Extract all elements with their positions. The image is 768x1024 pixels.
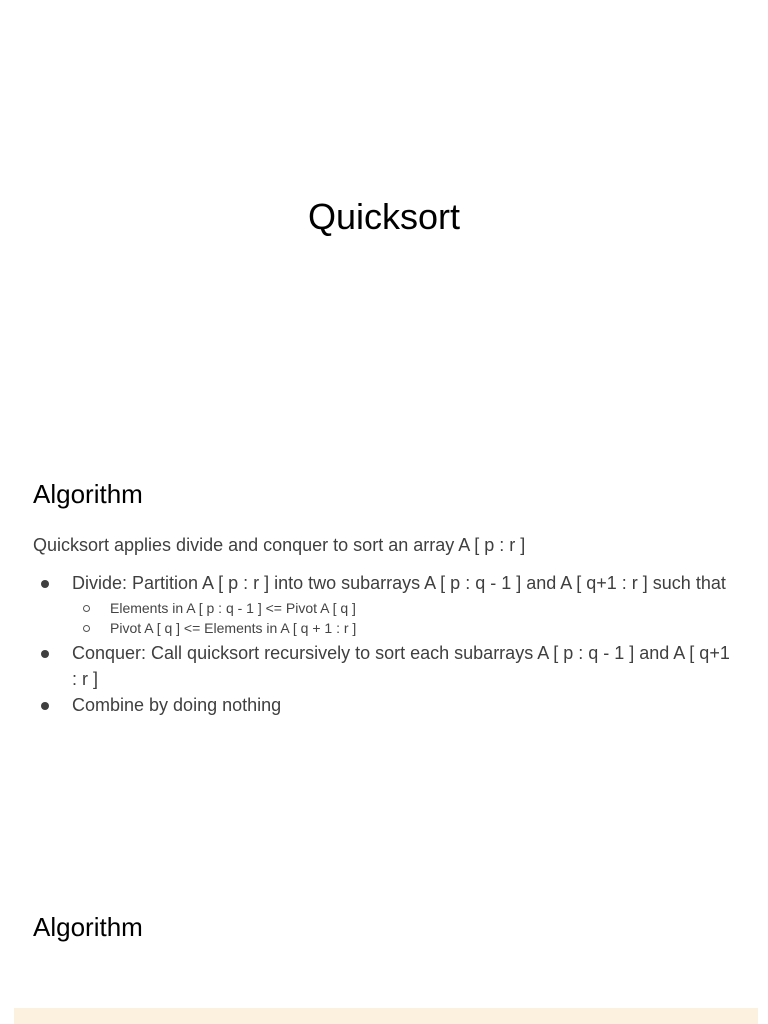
list-item-text: Combine by doing nothing (72, 695, 282, 715)
list-item-text: Divide: Partition A [ p : r ] into two subarrays A [ p : q - 1 ] and A [ q+1 : r ] such that (72, 573, 726, 593)
highlighted-block-edge (14, 1008, 758, 1024)
page-title: Quicksort (307, 196, 461, 237)
list-item-conquer (33, 640, 738, 692)
bullet-icon (41, 650, 49, 658)
list-item-combine (33, 692, 738, 718)
sub-list (72, 598, 738, 638)
hollow-bullet-icon (83, 605, 90, 612)
algorithm-section (33, 478, 738, 718)
section-heading: Algorithm (33, 912, 143, 942)
list-item-divide (33, 570, 738, 638)
sub-list-item (72, 598, 738, 618)
sub-list-item-text: Pivot A [ q ] <= Elements in A [ q + 1 : r ] (110, 620, 357, 636)
hollow-bullet-icon (83, 625, 90, 632)
step-list (33, 570, 738, 718)
sub-list-item-text: Elements in A [ p : q - 1 ] <= Pivot A [ q ] (110, 600, 356, 616)
sub-list-item (72, 618, 738, 638)
bullet-icon (41, 702, 49, 710)
bullet-icon (41, 580, 49, 588)
list-item-text: Conquer: Call quicksort recursively to sort each subarrays A [ p : q - 1 ] and A [ q+1 : r ] (72, 643, 730, 689)
section-intro: Quicksort applies divide and conquer to sort an array A [ p : r ] (33, 535, 526, 555)
section-heading: Algorithm (33, 479, 143, 509)
algorithm-section-2 (33, 911, 738, 943)
